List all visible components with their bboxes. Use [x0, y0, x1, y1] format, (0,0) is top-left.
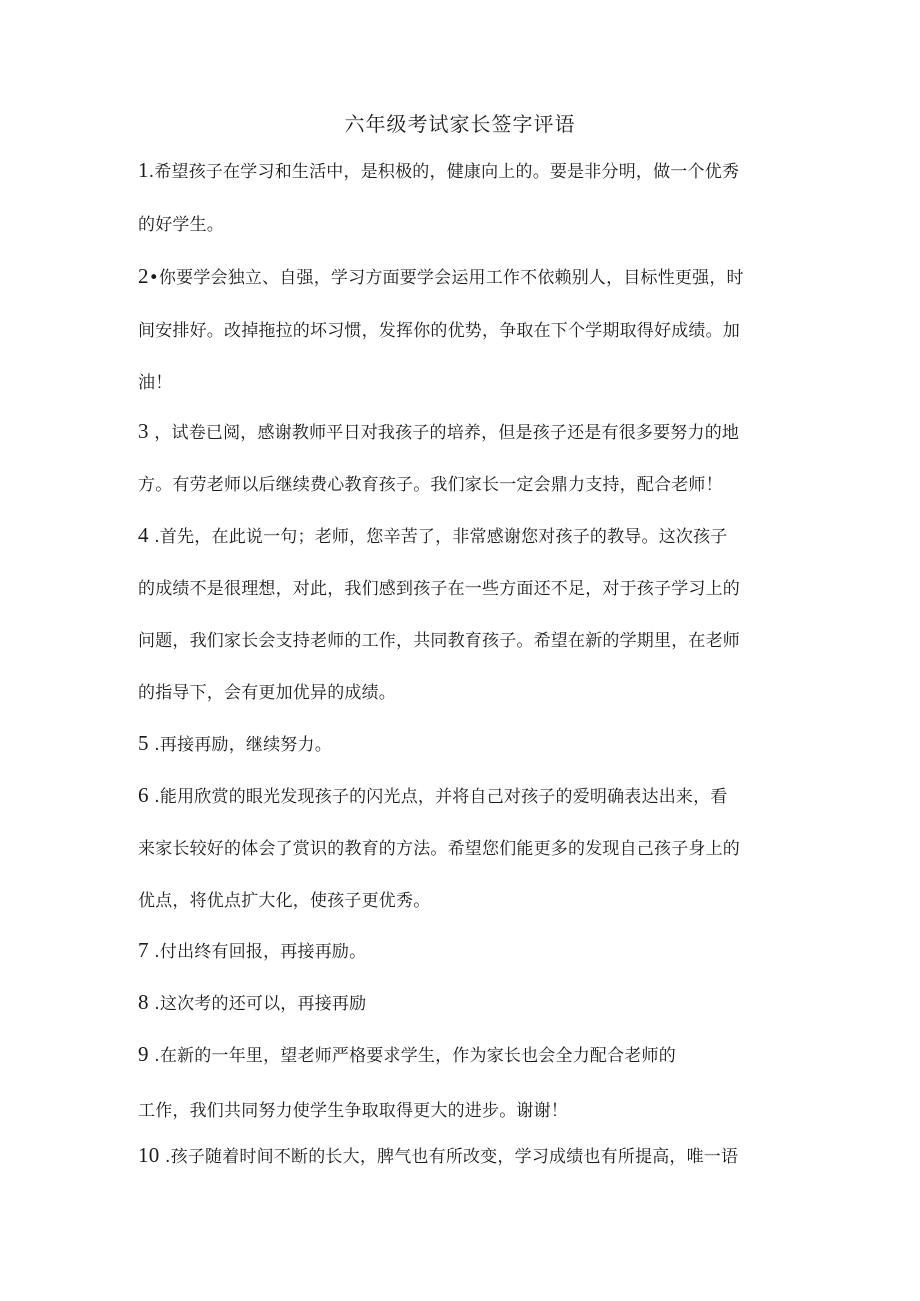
line-text: .首先，在此说一句；老师，您辛苦了，非常感谢您对孩子的教导。这次孩子 [148, 527, 728, 547]
item-number: 7 [138, 938, 149, 962]
paragraph-line [138, 937, 798, 965]
line-text: .在新的一年里，望老师严格要求学生，作为家长也会全力配合老师的 [148, 1046, 676, 1066]
item-number: 9 [138, 1042, 149, 1066]
line-text: .能用欣赏的眼光发现孩子的闪光点，并将自己对孩子的爱明确表达出来，看 [148, 787, 728, 807]
line-text: 工作，我们共同努力使学生争取取得更大的进步。谢谢！ [138, 1101, 568, 1121]
line-text: .再接再励，继续努力。 [148, 735, 332, 755]
item-number: 2 [138, 264, 149, 288]
paragraph-line [138, 1041, 798, 1069]
paragraph-line [138, 1142, 798, 1170]
line-text: •你要学会独立、自强，学习方面要学会运用工作不依赖别人，目标性更强，时 [148, 268, 744, 288]
item-number: 4 [138, 523, 149, 547]
line-text: ，试卷已阅，感谢教师平日对我孩子的培养，但是孩子还是有很多要努力的地 [148, 423, 740, 443]
line-text: 来家长较好的体会了赏识的教育的方法。希望您们能更多的发现自己孩子身上的 [138, 839, 740, 859]
paragraph-line [138, 470, 798, 498]
paragraph-line [138, 368, 798, 396]
paragraph-line [138, 210, 798, 238]
line-text: 的好学生。 [138, 215, 224, 235]
paragraph-line [138, 989, 798, 1017]
paragraph-line [138, 522, 798, 550]
line-text: .希望孩子在学习和生活中，是积极的，健康向上的。要是非分明，做一个优秀 [148, 162, 740, 182]
document-title: 六年级考试家长签字评语 [344, 112, 576, 136]
line-text: 优点，将优点扩大化，使孩子更优秀。 [138, 891, 431, 911]
line-text: 油！ [138, 373, 173, 393]
paragraph-line [138, 157, 798, 185]
item-number: 6 [138, 783, 149, 807]
item-number: 3 [138, 419, 149, 443]
paragraph-line [138, 782, 798, 810]
paragraph-line [138, 678, 798, 706]
paragraph-line [138, 626, 798, 654]
item-number: 5 [138, 731, 149, 755]
paragraph-line [138, 418, 798, 446]
line-text: 方。有劳老师以后继续费心教育孩子。我们家长一定会鼎力支持，配合老师！ [138, 475, 723, 495]
line-text: 问题，我们家长会支持老师的工作，共同教育孩子。希望在新的学期里，在老师 [138, 631, 740, 651]
paragraph-line [138, 316, 798, 344]
paragraph-line [138, 1096, 798, 1124]
item-number: 8 [138, 990, 149, 1014]
paragraph-line [138, 730, 798, 758]
item-number: 1 [138, 158, 149, 182]
line-text: 间安排好。改掉拖拉的坏习惯，发挥你的优势，争取在下个学期取得好成绩。加 [138, 321, 740, 341]
paragraph-line [138, 886, 798, 914]
paragraph-line [138, 263, 798, 291]
paragraph-line [138, 834, 798, 862]
line-text: 的成绩不是很理想，对此，我们感到孩子在一些方面还不足，对于孩子学习上的 [138, 579, 740, 599]
item-number: 10 [138, 1143, 160, 1167]
line-text: .付出终有回报，再接再励。 [148, 942, 367, 962]
line-text: .孩子随着时间不断的长大，脾气也有所改变，学习成绩也有所提高，唯一语 [159, 1147, 739, 1167]
line-text: .这次考的还可以，再接再励 [148, 994, 367, 1014]
paragraph-line [138, 574, 798, 602]
line-text: 的指导下，会有更加优异的成绩。 [138, 683, 396, 703]
